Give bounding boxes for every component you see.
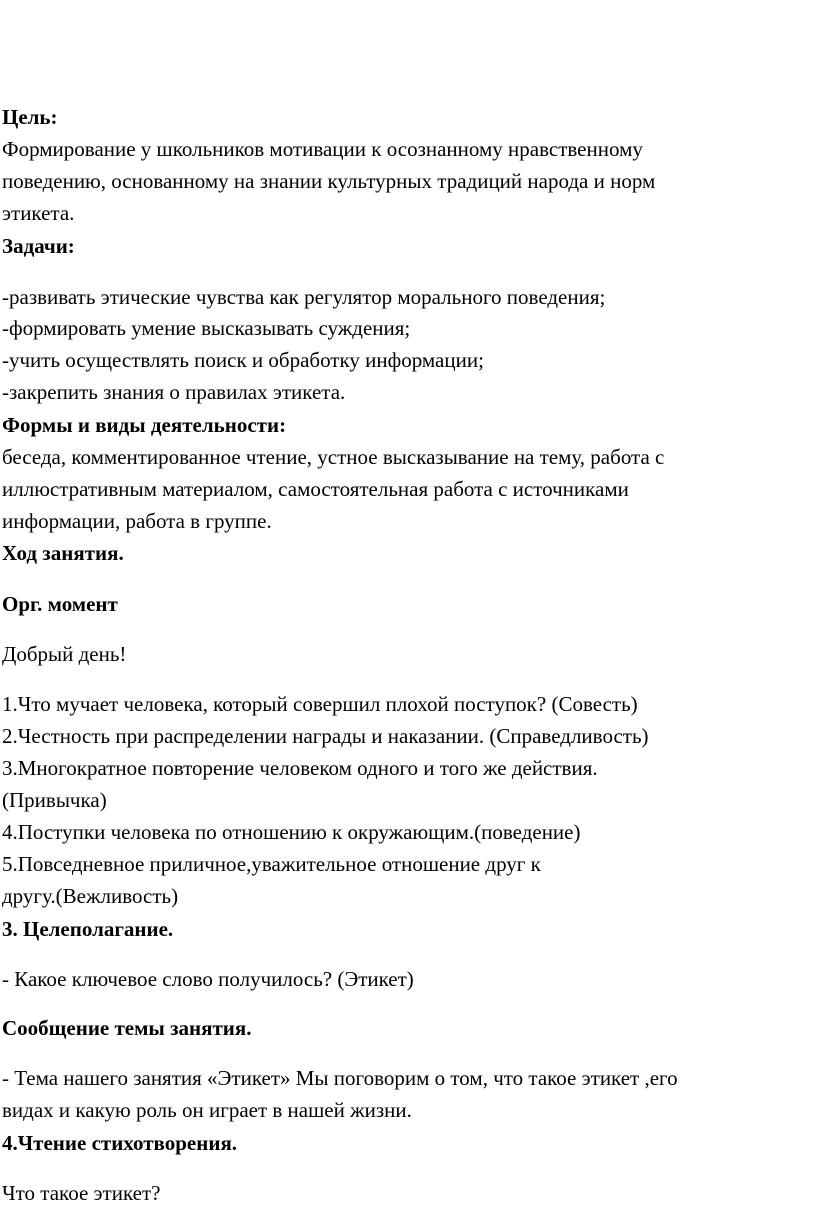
goal-heading: Цель: (2, 105, 58, 129)
question-line: 2.Честность при распределении награды и наказании. (Справедливость) (2, 724, 649, 748)
forms-text-line: информации, работа в группе. (2, 509, 272, 533)
goal-text-line: поведению, основанному на знании культурных традиций народа и норм (2, 169, 656, 193)
task-item: -формировать умение высказывать суждения; (2, 316, 411, 340)
goal-text-line: Формирование у школьников мотивации к осознанному нравственному (2, 137, 643, 161)
org-heading: Орг. момент (2, 592, 118, 616)
forms-text-line: беседа, комментированное чтение, устное высказывание на тему, работа с (2, 445, 665, 469)
task-item: -развивать этические чувства как регулятор морального поведения; (2, 285, 606, 309)
question-line: (Привычка) (2, 788, 107, 812)
goal-text-line: этикета. (2, 201, 75, 225)
question-line: 5.Повседневное приличное,уважительное отношение друг к (2, 852, 541, 876)
topic-text-line: видах и какую роль он играет в нашей жизни. (2, 1098, 412, 1122)
task-item: -учить осуществлять поиск и обработку информации; (2, 348, 484, 372)
task-item: -закрепить знания о правилах этикета. (2, 380, 346, 404)
topic-text-line: - Тема нашего занятия «Этикет» Мы поговорим о том, что такое этикет ,его (2, 1066, 678, 1090)
question-line: 1.Что мучает человека, который совершил плохой поступок? (Совесть) (2, 692, 638, 716)
question-line: 3.Многократное повторение человеком одного и того же действия. (2, 756, 598, 780)
lesson-heading: Ход занятия. (2, 541, 124, 565)
topic-heading: Сообщение темы занятия. (2, 1016, 252, 1040)
tasks-heading: Задачи: (2, 234, 75, 258)
greeting-text: Добрый день! (2, 642, 127, 666)
question-line: 4.Поступки человека по отношению к окружающим.(поведение) (2, 820, 581, 844)
poem-heading: 4.Чтение стихотворения. (2, 1131, 238, 1155)
forms-text-line: иллюстративным материалом, самостоятельная работа с источниками (2, 477, 629, 501)
goal-setting-text: - Какое ключевое слово получилось? (Этикет) (2, 967, 414, 991)
question-line: другу.(Вежливость) (2, 884, 179, 908)
poem-question: Что такое этикет? (2, 1181, 161, 1205)
forms-heading: Формы и виды деятельности: (2, 413, 287, 437)
goal-setting-heading: 3. Целеполагание. (2, 917, 174, 941)
